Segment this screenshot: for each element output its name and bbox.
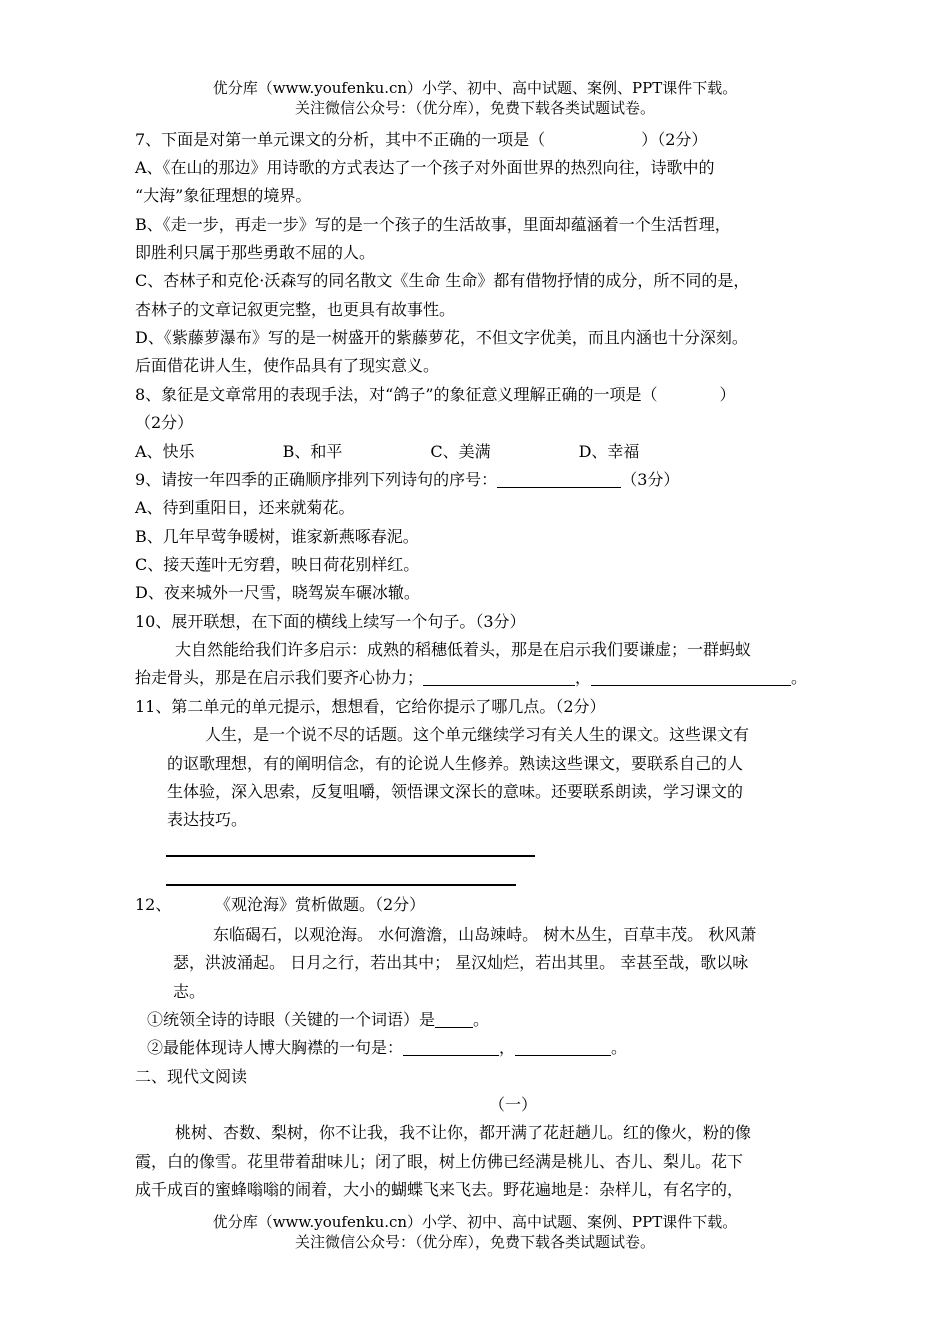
q8-option-b: B、和平 xyxy=(282,442,343,461)
q8-stem xyxy=(135,385,736,405)
q7-option-b-line-1: B、《走一步，再走一步》写的是一个孩子的生活故事，里面却蕴涵着一个生活哲理， xyxy=(135,215,731,234)
q8-option-a: A、快乐 xyxy=(135,442,195,461)
q12-title: 《观沧海》赏析做题。（2分） xyxy=(215,895,426,914)
section-2-subtitle: （一） xyxy=(489,1095,538,1114)
q11-paragraph-line-2: 的讴歌理想，有的阐明信念，有的论说人生修养。熟读这些课文，要联系自己的人 xyxy=(167,754,744,773)
q12-poem-line-3: 志。 xyxy=(173,982,206,1001)
q9-line-c: C、接天莲叶无穷碧，映日荷花别样红。 xyxy=(135,555,420,574)
footer-line-1: 优分库（www.youfenku.cn）小学、初中、高中试题、案例、PPT课件下载。 xyxy=(212,1213,738,1231)
footer-line-2: 关注微信公众号：（优分库），免费下载各类试题试卷。 xyxy=(294,1233,655,1251)
q12-subquestion-2-comma: ， xyxy=(499,1038,516,1057)
q10-answer-blank-1[interactable] xyxy=(423,669,575,686)
q11-answer-line-1[interactable] xyxy=(166,855,535,857)
q12-number: 12、 xyxy=(135,895,172,914)
reading-paragraph-line-3: 成千成百的蜜蜂嗡嗡的闹着，大小的蝴蝶飞来飞去。野花遍地是：杂样儿，有名字的， xyxy=(135,1180,744,1199)
q12-poem-line-1: 东临碣石，以观沧海。 水何澹澹，山岛竦峙。 树木丛生，百草丰茂。 秋风萧 xyxy=(213,925,757,944)
q10-period: 。 xyxy=(791,668,808,687)
q10-paragraph-line-1: 大自然能给我们许多启示：成熟的稻穗低着头，那是在启示我们要谦虚；一群蚂蚁 xyxy=(175,640,752,659)
q7-option-a-line-2: “大海”象征理想的境界。 xyxy=(135,186,312,205)
q10-answer-blank-2[interactable] xyxy=(591,669,791,686)
q8-score: （2分） xyxy=(135,413,194,432)
q7-score: ）（2分） xyxy=(641,130,708,149)
q7-option-c-line-1: C、杏林子和克伦·沃森写的同名散文《生命 生命》都有借物抒情的成分，所不同的是， xyxy=(135,271,750,290)
q7-option-c-line-2: 杏林子的文章记叙更完整，也更具有故事性。 xyxy=(135,300,456,319)
q10-paragraph-line-2 xyxy=(135,668,807,688)
q8-option-c: C、美满 xyxy=(430,442,491,461)
q9-answer-blank[interactable] xyxy=(497,471,621,488)
q9-line-d: D、夜来城外一尺雪，晓驾炭车碾冰辙。 xyxy=(135,583,420,602)
q9-line-a: A、待到重阳日，还来就菊花。 xyxy=(135,498,355,517)
q10-stem: 10、展开联想，在下面的横线上续写一个句子。（3分） xyxy=(135,612,526,631)
q7-option-d-line-2: 后面借花讲人生，使作品具有了现实意义。 xyxy=(135,356,440,375)
q7-option-b-line-2: 即胜利只属于那些勇敢不屈的人。 xyxy=(135,243,376,262)
q12-subquestion-2-text: ②最能体现诗人博大胸襟的一句是： xyxy=(147,1038,404,1057)
q9-stem-text: 9、请按一年四季的正确顺序排列下列诗句的序号： xyxy=(135,470,498,489)
section-2-title: 二、现代文阅读 xyxy=(135,1067,248,1086)
q10-paragraph-text: 抬走骨头，那是在启示我们要齐心协力； xyxy=(135,668,424,687)
q11-paragraph-line-4: 表达技巧。 xyxy=(167,810,248,829)
header-line-1: 优分库（www.youfenku.cn）小学、初中、高中试题、案例、PPT课件下载。 xyxy=(212,79,738,97)
reading-paragraph-line-1: 桃树、杏数、梨树，你不让我，我不让你，都开满了花赶趟儿。红的像火，粉的像 xyxy=(175,1123,752,1142)
reading-paragraph-line-2: 霞，白的像雪。花里带着甜味儿；闭了眼，树上仿佛已经满是桃儿、杏儿、梨儿。花下 xyxy=(135,1152,744,1171)
q9-stem xyxy=(135,470,679,490)
q12-subquestion-1-text: ①统领全诗的诗眼（关键的一个词语）是 xyxy=(147,1010,436,1029)
q12-subquestion-2 xyxy=(147,1038,627,1058)
q12-subquestion-1 xyxy=(147,1010,489,1030)
q8-option-d: D、幸福 xyxy=(578,442,640,461)
q11-paragraph-line-3: 生体验，深入思索，反复咀嚼，领悟课文深长的意味。还要联系朗读，学习课文的 xyxy=(167,782,744,801)
q8-options xyxy=(135,442,639,462)
q12-subquestion-2-blank-2[interactable] xyxy=(515,1039,611,1056)
q8-stem-text: 8、象征是文章常用的表现手法，对“鸽子”的象征意义理解正确的一项是（ xyxy=(135,385,658,404)
q7-option-d-line-1: D、《紫藤萝瀑布》写的是一树盛开的紫藤萝花，不但文字优美，而且内涵也十分深刻。 xyxy=(135,328,748,347)
q12-subquestion-1-period: 。 xyxy=(473,1010,490,1029)
q10-comma: ， xyxy=(575,668,592,687)
q12-subquestion-1-blank[interactable] xyxy=(435,1011,473,1028)
q9-score: （3分） xyxy=(621,470,680,489)
q7-stem xyxy=(135,130,707,150)
q12-subquestion-2-period: 。 xyxy=(611,1038,628,1057)
q12-subquestion-2-blank-1[interactable] xyxy=(403,1039,499,1056)
q12-poem-line-2: 瑟，洪波涌起。 日月之行，若出其中； 星汉灿烂，若出其里。 幸甚至哉，歌以咏 xyxy=(173,953,749,972)
q11-paragraph-line-1: 人生，是一个说不尽的话题。这个单元继续学习有关人生的课文。这些课文有 xyxy=(205,725,750,744)
q11-answer-line-2[interactable] xyxy=(166,884,516,886)
header-line-2: 关注微信公众号：（优分库），免费下载各类试题试卷。 xyxy=(294,99,655,117)
q7-stem-text: 7、下面是对第一单元课文的分析，其中不正确的一项是（ xyxy=(135,130,546,149)
q9-line-b: B、几年早莺争暖树，谁家新燕啄春泥。 xyxy=(135,527,419,546)
q7-option-a-line-1: A、《在山的那边》用诗歌的方式表达了一个孩子对外面世界的热烈向往，诗歌中的 xyxy=(135,158,715,177)
q11-stem: 11、第二单元的单元提示，想想看，它给你提示了哪几点。（2分） xyxy=(135,697,606,716)
q8-stem-close: ） xyxy=(719,385,736,404)
